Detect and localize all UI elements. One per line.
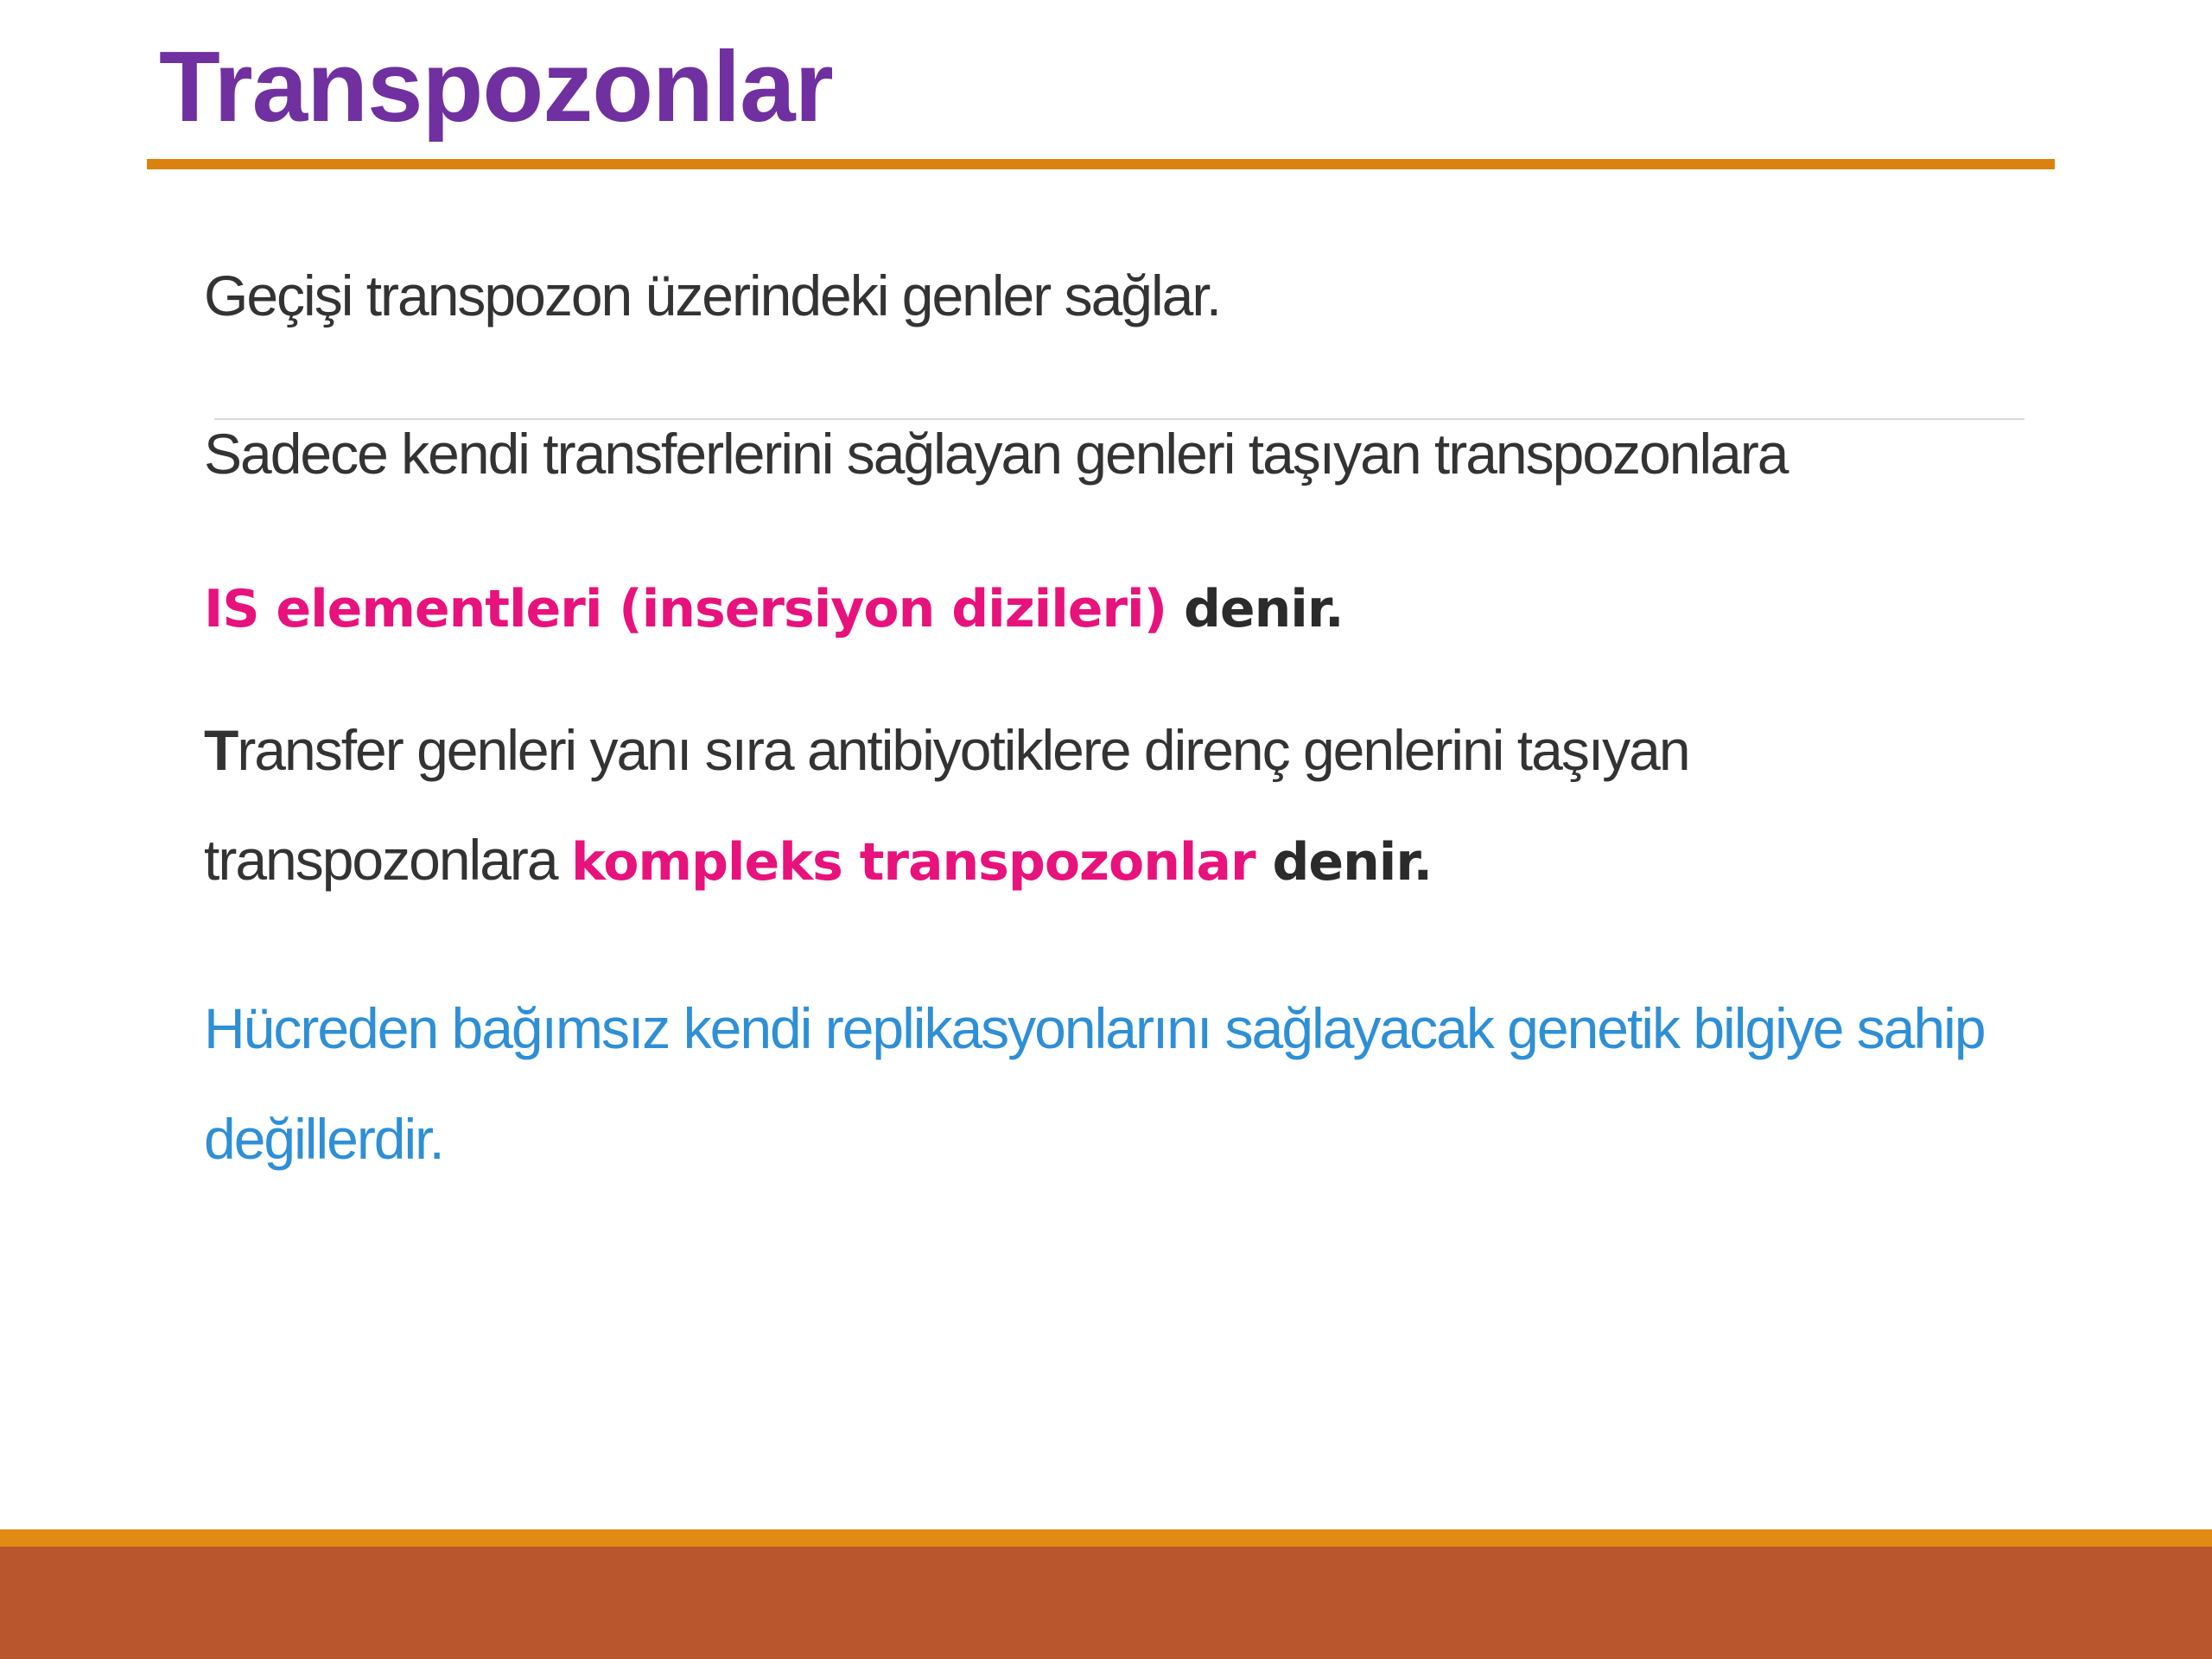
- line4-rest: ransfer genleri yanı sıra antibiyotiklere direnç genlerini taşıyan: [237, 718, 1689, 782]
- title-underline: [147, 159, 2055, 169]
- text-line-1: Geçişi transpozon üzerindeki genler sağlar.: [204, 264, 1221, 327]
- line4-first-letter: T: [204, 718, 238, 782]
- footer-band: [0, 1547, 2212, 1659]
- text-line-4: [204, 715, 1689, 785]
- line5-lead: transpozonlara: [204, 828, 571, 892]
- line5-tail: denir.: [1255, 832, 1433, 893]
- text-line-2: Sadece kendi transferlerini sağlayan genleri taşıyan transpozonlara: [204, 422, 1788, 486]
- footer-stripe: [0, 1529, 2212, 1547]
- text-line-5: [204, 825, 1432, 897]
- is-elements-highlight: IS elementleri (insersiyon dizileri): [204, 579, 1167, 639]
- line3-tail: denir.: [1166, 579, 1344, 639]
- text-line-7: değillerdir.: [204, 1107, 443, 1171]
- slide-title: Transpozonlar: [159, 30, 833, 143]
- text-line-6: Hücreden bağımsız kendi replikasyonlarını sağlayacak genetik bilgiye sahip: [204, 996, 1985, 1060]
- kompleks-transpozonlar-highlight: kompleks transpozonlar: [570, 832, 1255, 893]
- text-line-3: [204, 575, 1344, 644]
